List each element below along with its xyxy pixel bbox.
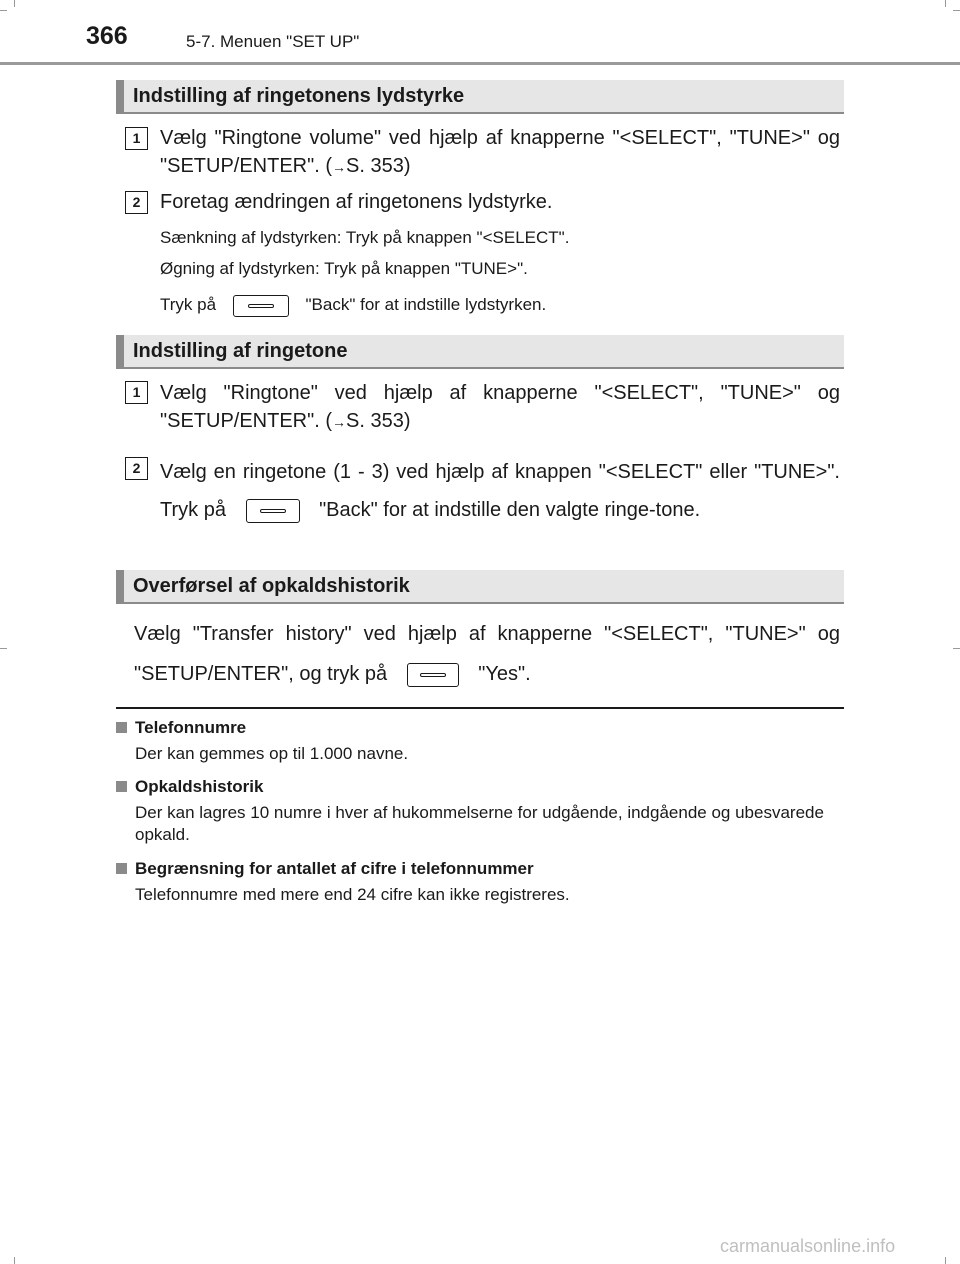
step-number: 1 — [125, 127, 148, 150]
page-reference: S. 353) — [346, 155, 411, 177]
crop-mark — [14, 0, 15, 7]
note-text: Øgning af lydstyrken: Tryk på knappen "TUNE>". — [160, 259, 528, 278]
section-title: Indstilling af ringetone — [133, 340, 348, 362]
section-heading — [116, 335, 844, 369]
step-number: 2 — [125, 457, 148, 480]
step-number: 1 — [125, 381, 148, 404]
footnote-body: Telefonnumre med mere end 24 cifre kan ikke registreres. — [135, 885, 570, 904]
section-heading-bar — [116, 335, 124, 367]
footnote — [116, 859, 844, 911]
crop-mark — [953, 648, 960, 649]
section-heading-bar — [116, 570, 124, 602]
header-rule — [0, 62, 960, 65]
footnote-body: Der kan lagres 10 numre i hver af hukommelserne for udgående, indgående og ubesvarede opkald. — [135, 803, 824, 844]
section-text-before: Vælg "Transfer history" ved hjælp af knapperne "<SELECT", "TUNE>" og "SETUP/ENTER", og tryk på — [134, 623, 840, 685]
crop-mark — [0, 10, 7, 11]
back-button-icon — [233, 295, 289, 317]
bullet-square-icon — [116, 722, 127, 733]
footnote — [116, 718, 844, 770]
watermark: carmanualsonline.info — [720, 1236, 896, 1256]
page-reference: S. 353) — [346, 410, 411, 432]
footnote-title: Begrænsning for antallet af cifre i telefonnummer — [135, 859, 534, 878]
section-text-after: "Yes". — [478, 663, 531, 685]
step-text-main: Vælg "Ringtone" ved hjælp af knapperne "<SELECT", "TUNE>" og "SETUP/ENTER". ( — [160, 382, 840, 432]
step-text — [160, 453, 840, 529]
footnote-title: Opkaldshistorik — [135, 777, 264, 796]
back-button-icon — [246, 499, 300, 523]
note-text: Sænkning af lydstyrken: Tryk på knappen "<SELECT". — [160, 228, 570, 247]
section-heading-bar — [116, 80, 124, 112]
chapter-title: 5-7. Menuen "SET UP" — [186, 32, 360, 51]
step-text: Foretag ændringen af ringetonens lydstyrke. — [160, 191, 553, 213]
crop-mark — [953, 10, 960, 11]
step-number: 2 — [125, 191, 148, 214]
crop-mark — [945, 0, 946, 7]
footnote-body: Der kan gemmes op til 1.000 navne. — [135, 744, 409, 763]
step-text — [160, 124, 840, 181]
note-text-before: Tryk på — [160, 295, 217, 314]
section-title: Overførsel af opkaldshistorik — [133, 575, 410, 597]
step-text-after: "Back" for at indstille den valgte ringe-tone. — [319, 499, 701, 521]
footnote-title: Telefonnumre — [135, 718, 247, 737]
section-text — [134, 614, 840, 694]
bullet-square-icon — [116, 863, 127, 874]
section-title: Indstilling af ringetonens lydstyrke — [133, 85, 465, 107]
note-text — [160, 294, 546, 317]
step-text-before: Vælg en ringetone (1 - 3) ved hjælp af knappen "<SELECT" eller "TUNE>". Tryk på — [160, 461, 840, 521]
step-text-main: Vælg "Ringtone volume" ved hjælp af knapperne "<SELECT", "TUNE>" og "SETUP/ENTER". ( — [160, 127, 840, 177]
crop-mark — [945, 1257, 946, 1264]
arrow-icon: → — [332, 159, 346, 175]
footnotes-rule — [116, 707, 844, 709]
crop-mark — [14, 1257, 15, 1264]
footnote — [116, 777, 844, 851]
yes-button-icon — [407, 663, 459, 687]
page-number: 366 — [86, 22, 128, 50]
note-text-after: "Back" for at indstille lydstyrken. — [305, 295, 547, 314]
section-heading — [116, 570, 844, 604]
section-heading — [116, 80, 844, 114]
step-text — [160, 379, 840, 436]
crop-mark — [0, 648, 7, 649]
bullet-square-icon — [116, 781, 127, 792]
arrow-icon: → — [332, 414, 346, 430]
